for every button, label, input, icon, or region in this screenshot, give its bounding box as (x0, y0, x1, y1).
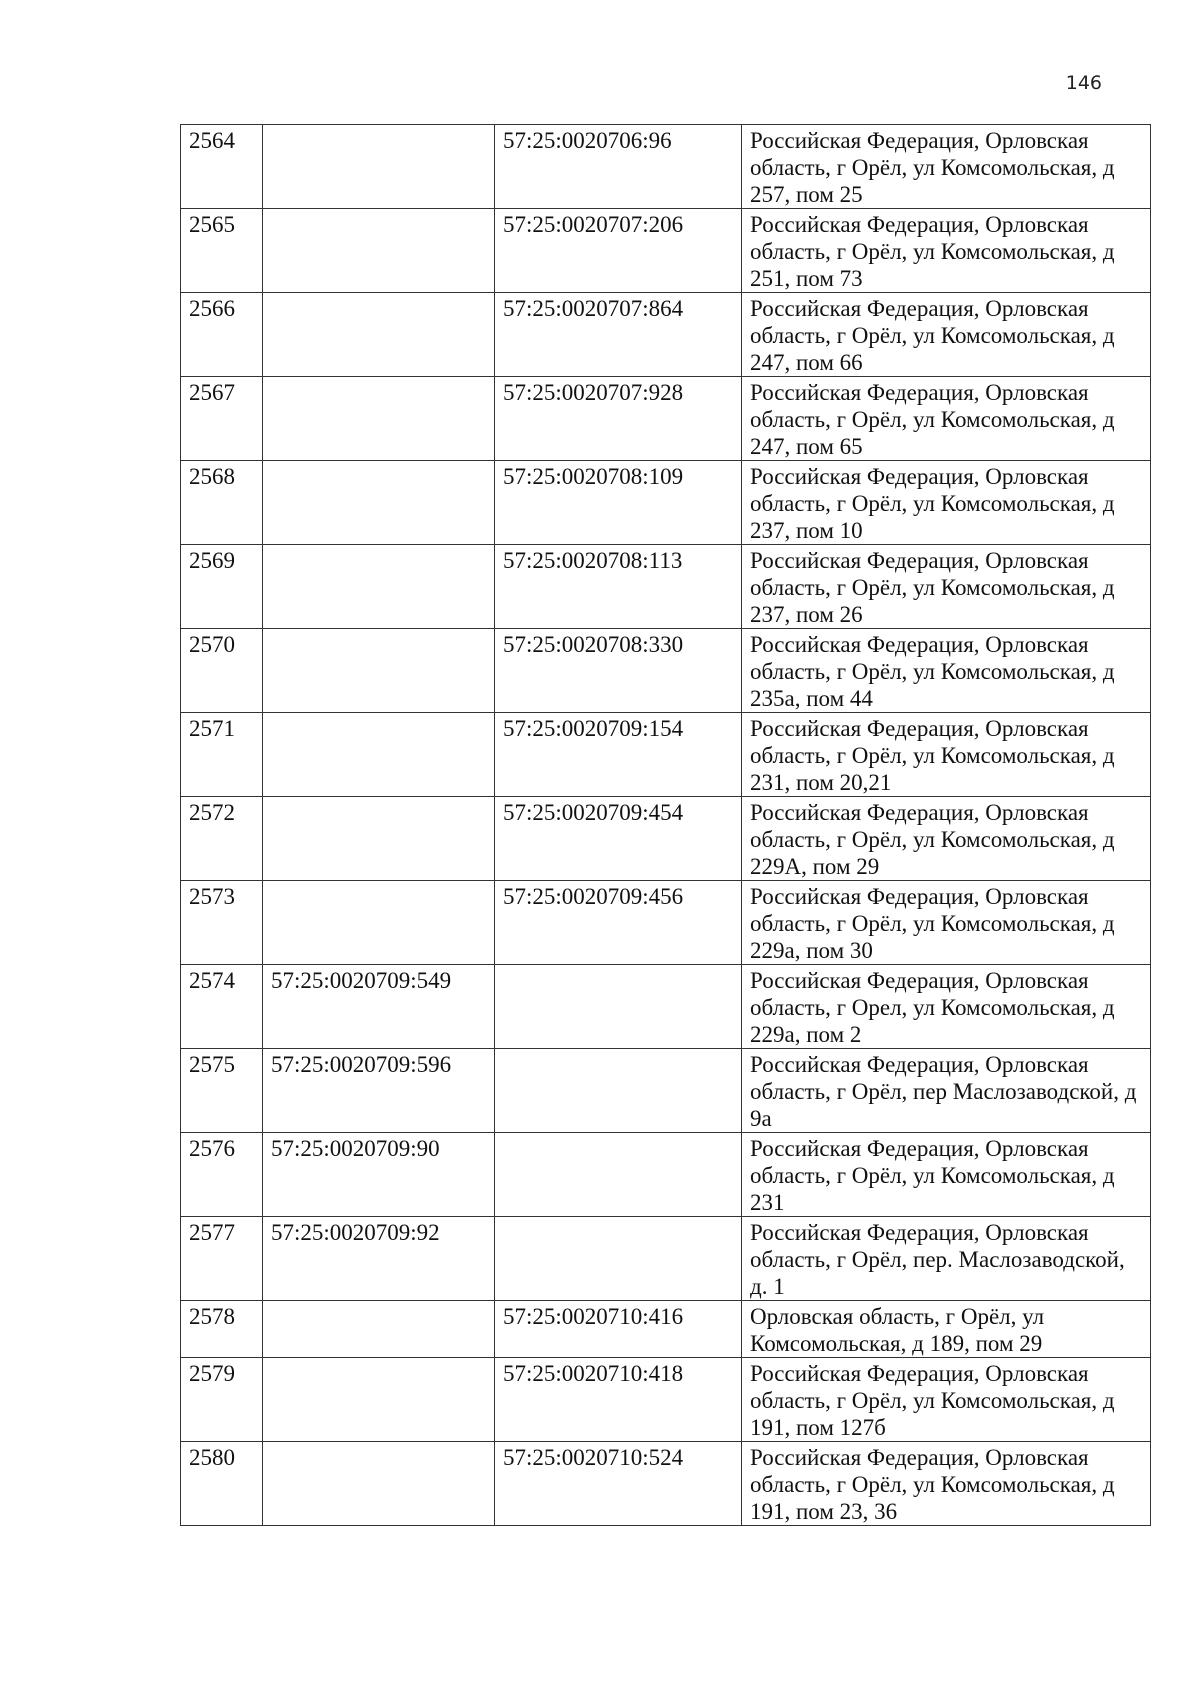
row-number: 2579 (181, 1358, 263, 1442)
row-number: 2565 (181, 209, 263, 293)
cadastral-number-a (263, 629, 495, 713)
cadastral-number-a (263, 1358, 495, 1442)
table-row (181, 1358, 1151, 1442)
table-row (181, 1133, 1151, 1217)
cadastral-number-a (263, 545, 495, 629)
cadastral-number-a (263, 125, 495, 209)
address: Российская Федерация, Орловская область, г Орёл, ул Комсомольская, д 191, пом 127б (742, 1358, 1151, 1442)
cadastral-number-b: 57:25:0020709:154 (495, 713, 742, 797)
cadastral-number-b (495, 1049, 742, 1133)
address: Российская Федерация, Орловская область, г Орёл, ул Комсомольская, д 237, пом 10 (742, 461, 1151, 545)
row-number: 2569 (181, 545, 263, 629)
row-number: 2576 (181, 1133, 263, 1217)
cadastral-number-a: 57:25:0020709:596 (263, 1049, 495, 1133)
cadastral-number-b: 57:25:0020708:109 (495, 461, 742, 545)
cadastral-number-a (263, 1301, 495, 1358)
property-registry-table (180, 124, 1151, 1526)
cadastral-number-b: 57:25:0020710:416 (495, 1301, 742, 1358)
address: Российская Федерация, Орловская область, г Орёл, пер Маслозаводской, д 9а (742, 1049, 1151, 1133)
row-number: 2574 (181, 965, 263, 1049)
cadastral-number-a (263, 209, 495, 293)
cadastral-number-a (263, 881, 495, 965)
address: Российская Федерация, Орловская область, г Орёл, ул Комсомольская, д 257, пом 25 (742, 125, 1151, 209)
table-row (181, 461, 1151, 545)
table-row (181, 1301, 1151, 1358)
cadastral-number-a: 57:25:0020709:90 (263, 1133, 495, 1217)
table-row (181, 713, 1151, 797)
address: Российская Федерация, Орловская область, г Орёл, ул Комсомольская, д 237, пом 26 (742, 545, 1151, 629)
address: Российская Федерация, Орловская область, г Орел, ул Комсомольская, д 229а, пом 2 (742, 965, 1151, 1049)
address: Российская Федерация, Орловская область, г Орёл, пер. Маслозаводской, д. 1 (742, 1217, 1151, 1301)
cadastral-number-b: 57:25:0020707:864 (495, 293, 742, 377)
cadastral-number-a (263, 1442, 495, 1526)
cadastral-number-a (263, 461, 495, 545)
cadastral-number-a (263, 293, 495, 377)
row-number: 2572 (181, 797, 263, 881)
table-row (181, 629, 1151, 713)
address: Российская Федерация, Орловская область, г Орёл, ул Комсомольская, д 231 (742, 1133, 1151, 1217)
cadastral-number-b: 57:25:0020709:456 (495, 881, 742, 965)
address: Российская Федерация, Орловская область, г Орёл, ул Комсомольская, д 251, пом 73 (742, 209, 1151, 293)
address: Российская Федерация, Орловская область, г Орёл, ул Комсомольская, д 231, пом 20,21 (742, 713, 1151, 797)
address: Орловская область, г Орёл, ул Комсомольская, д 189, пом 29 (742, 1301, 1151, 1358)
address: Российская Федерация, Орловская область, г Орёл, ул Комсомольская, д 247, пом 66 (742, 293, 1151, 377)
cadastral-number-b: 57:25:0020708:330 (495, 629, 742, 713)
row-number: 2566 (181, 293, 263, 377)
table-row (181, 1442, 1151, 1526)
row-number: 2570 (181, 629, 263, 713)
cadastral-number-b: 57:25:0020708:113 (495, 545, 742, 629)
address: Российская Федерация, Орловская область, г Орёл, ул Комсомольская, д 235а, пом 44 (742, 629, 1151, 713)
cadastral-number-b: 57:25:0020707:928 (495, 377, 742, 461)
cadastral-number-b (495, 1133, 742, 1217)
row-number: 2575 (181, 1049, 263, 1133)
table-row (181, 881, 1151, 965)
cadastral-number-a (263, 713, 495, 797)
cadastral-number-a: 57:25:0020709:549 (263, 965, 495, 1049)
cadastral-number-b (495, 965, 742, 1049)
row-number: 2571 (181, 713, 263, 797)
table-row (181, 293, 1151, 377)
row-number: 2580 (181, 1442, 263, 1526)
table-row (181, 1217, 1151, 1301)
cadastral-number-b: 57:25:0020707:206 (495, 209, 742, 293)
table-row (181, 1049, 1151, 1133)
table-row (181, 377, 1151, 461)
page-number: 146 (1065, 72, 1102, 94)
registry-body (181, 125, 1151, 1526)
row-number: 2578 (181, 1301, 263, 1358)
row-number: 2573 (181, 881, 263, 965)
row-number: 2567 (181, 377, 263, 461)
row-number: 2568 (181, 461, 263, 545)
row-number: 2577 (181, 1217, 263, 1301)
table-row (181, 965, 1151, 1049)
table-row (181, 125, 1151, 209)
cadastral-number-b (495, 1217, 742, 1301)
address: Российская Федерация, Орловская область, г Орёл, ул Комсомольская, д 229а, пом 30 (742, 881, 1151, 965)
cadastral-number-b: 57:25:0020706:96 (495, 125, 742, 209)
cadastral-number-a (263, 377, 495, 461)
table-row (181, 545, 1151, 629)
address: Российская Федерация, Орловская область, г Орёл, ул Комсомольская, д 229А, пом 29 (742, 797, 1151, 881)
cadastral-number-a: 57:25:0020709:92 (263, 1217, 495, 1301)
cadastral-number-b: 57:25:0020709:454 (495, 797, 742, 881)
address: Российская Федерация, Орловская область, г Орёл, ул Комсомольская, д 247, пом 65 (742, 377, 1151, 461)
cadastral-number-b: 57:25:0020710:524 (495, 1442, 742, 1526)
table-row (181, 209, 1151, 293)
address: Российская Федерация, Орловская область, г Орёл, ул Комсомольская, д 191, пом 23, 36 (742, 1442, 1151, 1526)
cadastral-number-a (263, 797, 495, 881)
row-number: 2564 (181, 125, 263, 209)
table-row (181, 797, 1151, 881)
cadastral-number-b: 57:25:0020710:418 (495, 1358, 742, 1442)
